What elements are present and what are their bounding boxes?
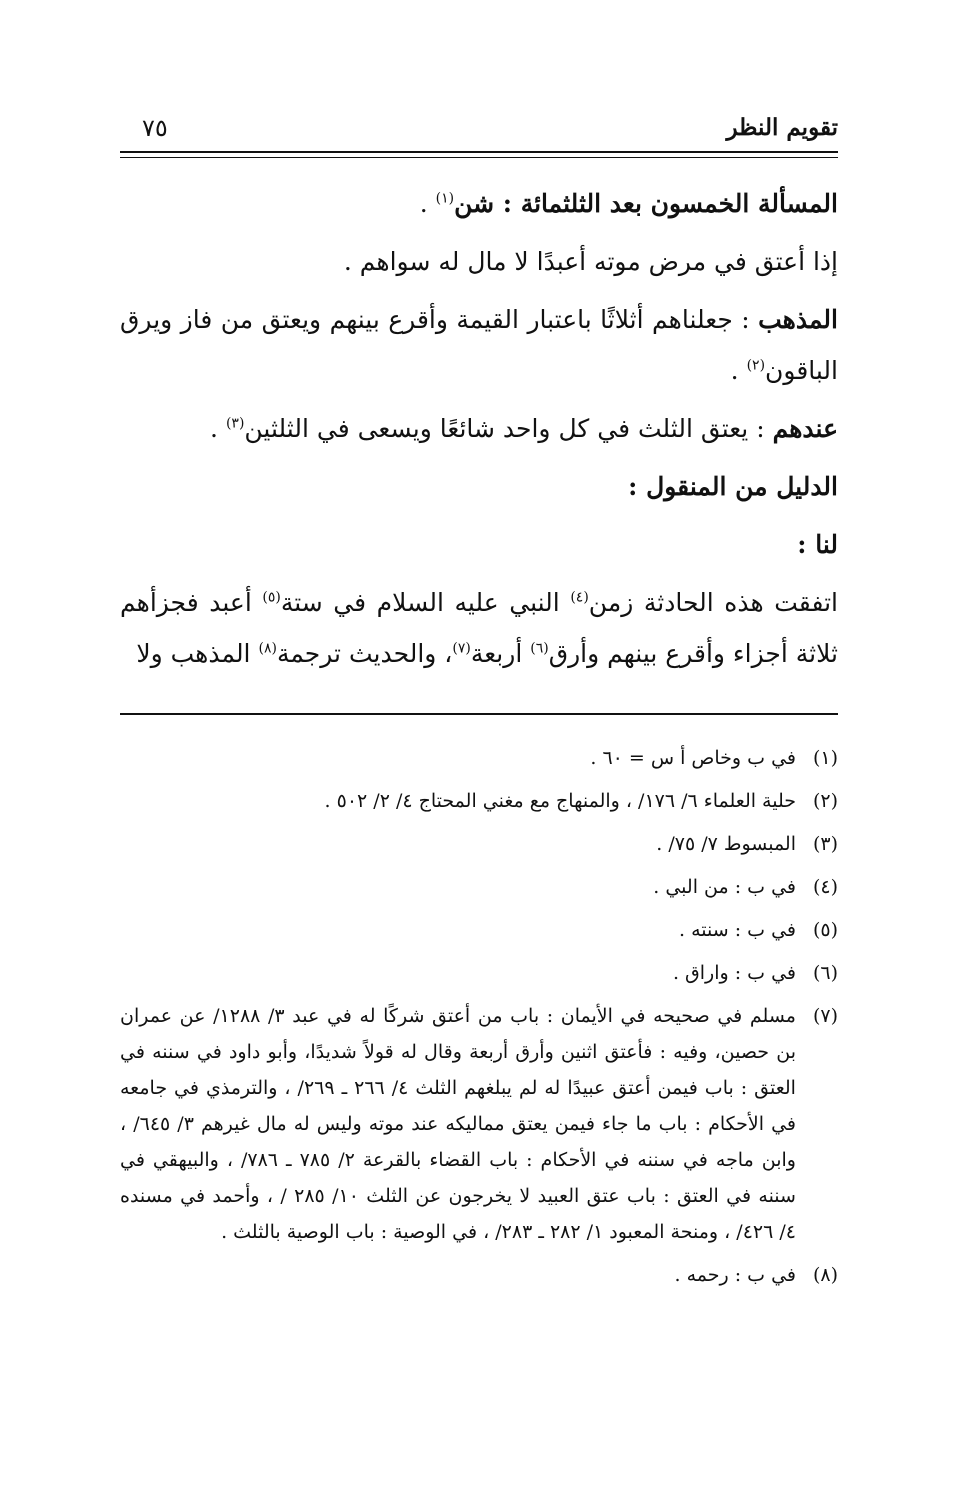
footnotes [120, 740, 838, 1300]
evidence-heading [120, 461, 838, 512]
madhhab-end: . [730, 356, 747, 385]
footnote-ref-5[interactable]: (٥) [262, 589, 281, 606]
madhhab-text: : جعلناهم أثلاثًا باعتبار القيمة وأقرع بينهم ويعتق من فاز ويرق الباقون [120, 305, 838, 385]
header-rule-thick [120, 151, 838, 153]
issue-title: المسألة الخمسون بعد الثلثمائة : شن [454, 189, 838, 218]
footnote-ref-2[interactable]: (٢) [746, 357, 766, 374]
footnote-text: في ب : رحمه . [674, 1264, 796, 1286]
footnote-text: مسلم في صحيحه في الأيمان : باب من أعتق شركًا له في عبد ٣/ ١٢٨٨/ عن عمران بن حصين، وفيه : فأعتق اثنين وأرق أربعة وقال له قولاً شديدًا، وأبو داود في سننه في العتق : باب فيمن أعتق عبيدًا له لم يبلغهم الثلث ٤/ ٢٦٦ ـ ٢٦٩/ ، والترمذي في جامعه في الأحكام : باب ما جاء فيمن يعتق مماليكه عند موته وليس له مال غيرهم ٣/ ٦٤٥/ ، وابن ماجه في سننه في الأحكام : باب القضاء بالقرعة ٢/ ٧٨٥ ـ ٧٨٦/ ، والبيهقي في سننه في العتق : باب عتق العبيد لا يخرجون عن الثلث ١٠/ ٢٨٥ / ، وأحمد في مسنده ٤/ ٤٢٦/ ، ومنحة المعبود ١/ ٢٨٢ ـ ٢٨٣/ ، في الوصية : باب الوصية بالثلث . [120, 1005, 796, 1243]
footnote-text: في ب وخاص أ س = ٦٠ . [590, 747, 796, 769]
footnote-6 [120, 955, 838, 991]
footnote-text: في ب : من البي . [653, 876, 796, 898]
page-number: ٧٥ [142, 114, 168, 142]
header-rule-thin [120, 157, 838, 158]
footnote-number: (٧) [812, 1005, 838, 1027]
footnote-number: (٥) [812, 919, 838, 941]
footnote-1 [120, 740, 838, 776]
running-title: تقويم النظر [726, 114, 838, 141]
evidence-heading-text: الدليل من المنقول : [628, 472, 838, 501]
footnote-number: (٨) [812, 1264, 838, 1286]
footnote-number: (٢) [812, 790, 838, 812]
indahum-text: : يعتق الثلث في كل واحد شائعًا ويسعى في الثلثين [244, 414, 773, 443]
issue-heading [120, 178, 838, 229]
narration-part-6: المذهب ولا [136, 639, 259, 668]
footnote-number: (٦) [812, 962, 838, 984]
narration-part-5: ، والحديث ترجمة [276, 639, 453, 668]
madhhab-label: المذهب [758, 305, 838, 334]
indahum-paragraph [120, 403, 838, 454]
lana-heading [120, 519, 838, 570]
footnote-ref-4[interactable]: (٤) [570, 589, 589, 606]
footnote-ref-8[interactable]: (٨) [258, 640, 277, 657]
footnote-5 [120, 912, 838, 948]
footnote-7 [120, 998, 838, 1250]
footnote-ref-1[interactable]: (١) [435, 190, 455, 207]
footnote-4 [120, 869, 838, 905]
footnote-number: (٣) [812, 833, 838, 855]
footnote-8 [120, 1257, 838, 1293]
narration-part-3: أعبد فجزأهم ثلاثة أجزاء وأقرع بينهم وأرق [120, 588, 838, 668]
footnote-2 [120, 783, 838, 819]
footnote-text: في ب : واراق . [672, 962, 796, 984]
case-statement: إذا أعتق في مرض موته أعبدًا لا مال له سواهم . [343, 247, 838, 276]
lana-heading-text: لنا : [797, 530, 838, 559]
indahum-end: . [210, 414, 226, 443]
footnote-ref-3[interactable]: (٣) [225, 415, 245, 432]
issue-heading-end: . [419, 189, 436, 218]
footnote-separator [120, 713, 838, 715]
narration-paragraph [120, 577, 838, 679]
footnote-number: (٤) [812, 876, 838, 898]
footnote-number: (١) [812, 747, 838, 769]
footnote-text: المبسوط ٧/ ٧٥/ . [656, 833, 796, 855]
madhhab-paragraph [120, 294, 838, 396]
indahum-label: عندهم [772, 414, 838, 443]
footnote-3 [120, 826, 838, 862]
narration-part-4: أربعة [470, 639, 531, 668]
main-text [120, 178, 838, 686]
narration-part-2: النبي عليه السلام في ستة [280, 588, 571, 617]
page-header [120, 114, 838, 150]
footnote-text: في ب : سنته . [679, 919, 796, 941]
footnote-ref-6[interactable]: (٦) [530, 640, 549, 657]
narration-part-1: اتفقت هذه الحادثة زمن [588, 588, 839, 617]
footnote-ref-7[interactable]: (٧) [452, 640, 471, 657]
footnote-text: حلية العلماء ٦/ ١٧٦/ ، والمنهاج مع مغني المحتاج ٤/ ٢/ ٥٠٢ . [324, 790, 796, 812]
